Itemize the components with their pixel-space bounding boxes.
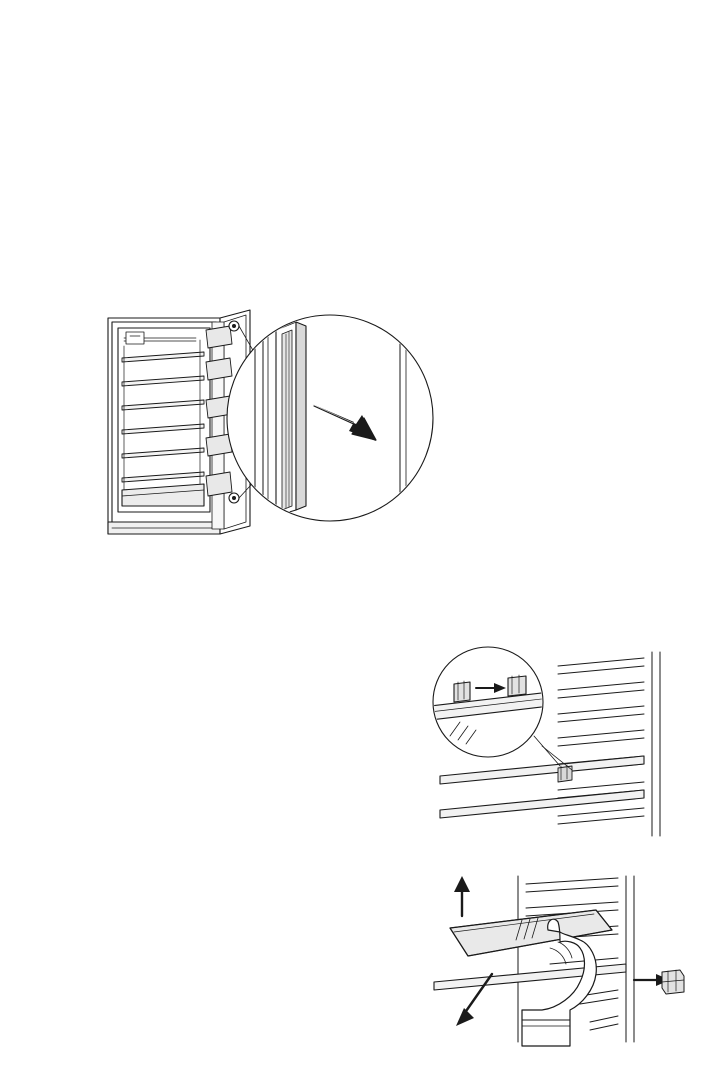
figure-shelf-rail-stop-detail bbox=[430, 640, 680, 840]
figure-refrigerator-door-seal-detail bbox=[100, 300, 490, 550]
figure-shelf-removal-detail bbox=[430, 870, 690, 1050]
